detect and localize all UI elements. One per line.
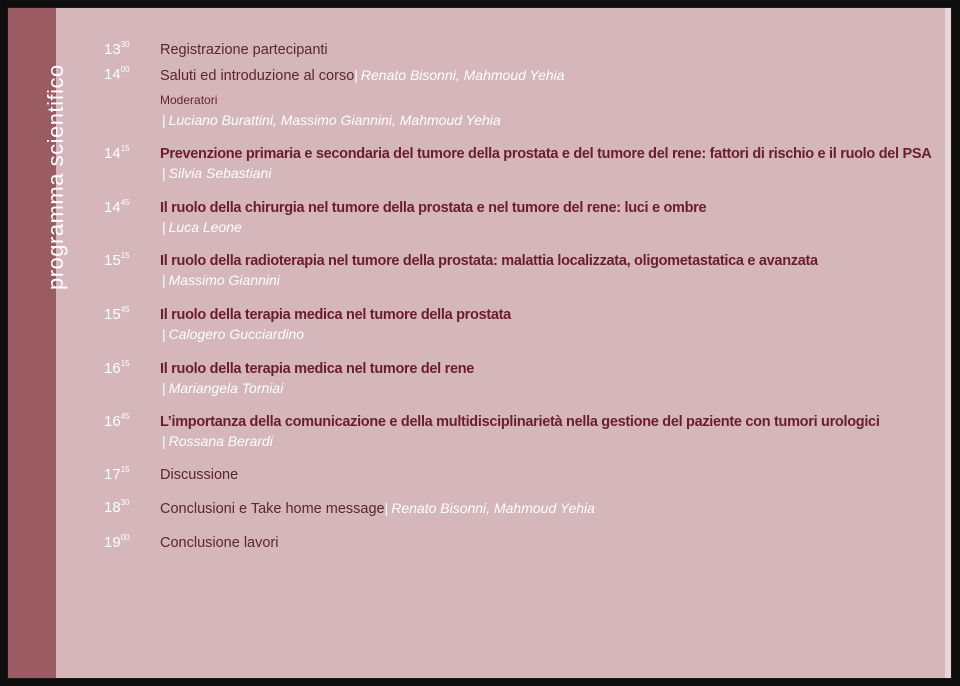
- item-speaker: | Calogero Gucciardino: [162, 326, 305, 342]
- speaker-names: Luca Leone: [168, 219, 242, 235]
- time-1830: [104, 499, 144, 516]
- time-minute: 45: [120, 412, 130, 421]
- speaker-names: Renato Bisonni, Mahmoud Yehia: [391, 500, 595, 516]
- speaker-names: Rossana Berardi: [168, 433, 273, 449]
- item-speaker: | Massimo Giannini: [162, 272, 280, 288]
- sidebar-title: programma scientifico: [43, 64, 68, 290]
- moderators-names: | Luciano Burattini, Massimo Giannini, Mahmoud Yehia: [162, 112, 501, 128]
- speaker-names: Massimo Giannini: [168, 272, 280, 288]
- item-speaker: | Mariangela Torniai: [162, 380, 284, 396]
- time-hour: 19: [104, 534, 121, 551]
- time-hour: 14: [104, 145, 121, 162]
- item-title: Il ruolo della radioterapia nel tumore della prostata: malattia localizzata, oligometastatica e avanzata: [160, 253, 818, 269]
- item-title: Registrazione partecipanti: [160, 42, 328, 58]
- time-minute: 30: [120, 498, 130, 507]
- item-title: Il ruolo della terapia medica nel tumore del rene: [160, 361, 475, 377]
- time-minute: 15: [120, 359, 130, 368]
- time-hour: 13: [104, 41, 121, 58]
- time-1415: [104, 145, 144, 162]
- item-title: L’importanza della comunicazione e della multidisciplinarietà nella gestione del paziente con tumori urologici: [160, 414, 880, 430]
- time-minute: 45: [120, 198, 130, 207]
- time-minute: 45: [120, 305, 130, 314]
- item-title: Prevenzione primaria e secondaria del tumore della prostata e del tumore del rene: fattori di rischio e il ruolo del PSA: [160, 146, 932, 162]
- time-1900: [104, 534, 144, 551]
- speaker-names: Mariangela Torniai: [168, 380, 284, 396]
- item-title: Conclusione lavori: [160, 535, 279, 551]
- time-hour: 14: [104, 199, 121, 216]
- time-hour: 16: [104, 413, 121, 430]
- time-1400: [104, 66, 144, 83]
- time-1545: [104, 306, 144, 323]
- time-1330: [104, 41, 144, 58]
- time-hour: 17: [104, 466, 121, 483]
- time-minute: 15: [120, 251, 130, 260]
- inline-speakers: | Renato Bisonni, Mahmoud Yehia: [384, 500, 595, 516]
- item-title: Conclusioni e Take home message: [160, 501, 385, 517]
- item-speaker: | Silvia Sebastiani: [162, 165, 272, 181]
- time-1645: [104, 413, 144, 430]
- time-hour: 14: [104, 66, 121, 83]
- speaker-names: Renato Bisonni, Mahmoud Yehia: [360, 67, 565, 83]
- time-hour: 18: [104, 499, 121, 516]
- item-title-with-speakers: [160, 67, 565, 84]
- time-minute: 00: [120, 65, 130, 74]
- item-speaker: | Luca Leone: [162, 219, 242, 235]
- time-minute: 30: [120, 40, 130, 49]
- inline-speakers: | Renato Bisonni, Mahmoud Yehia: [354, 67, 565, 83]
- time-hour: 16: [104, 360, 121, 377]
- speaker-names: Calogero Gucciardino: [168, 326, 305, 342]
- moderators-label: Moderatori: [160, 93, 218, 107]
- speaker-names: Silvia Sebastiani: [168, 165, 272, 181]
- item-title: Il ruolo della terapia medica nel tumore della prostata: [160, 307, 511, 323]
- time-1615: [104, 360, 144, 377]
- item-speaker: | Rossana Berardi: [162, 433, 273, 449]
- speaker-names: Luciano Burattini, Massimo Giannini, Mahmoud Yehia: [168, 112, 501, 128]
- time-minute: 15: [120, 465, 130, 474]
- item-title-with-speakers: [160, 500, 595, 517]
- time-hour: 15: [104, 252, 121, 269]
- time-1445: [104, 199, 144, 216]
- time-minute: 00: [120, 533, 130, 542]
- page-edge: [945, 8, 951, 678]
- time-minute: 15: [120, 144, 130, 153]
- time-1715: [104, 466, 144, 483]
- time-hour: 15: [104, 306, 121, 323]
- item-title: Saluti ed introduzione al corso: [160, 68, 355, 84]
- program-page: [8, 8, 951, 678]
- item-title: Il ruolo della chirurgia nel tumore della prostata e nel tumore del rene: luci e ombre: [160, 200, 707, 216]
- time-1515: [104, 252, 144, 269]
- item-title: Discussione: [160, 467, 239, 483]
